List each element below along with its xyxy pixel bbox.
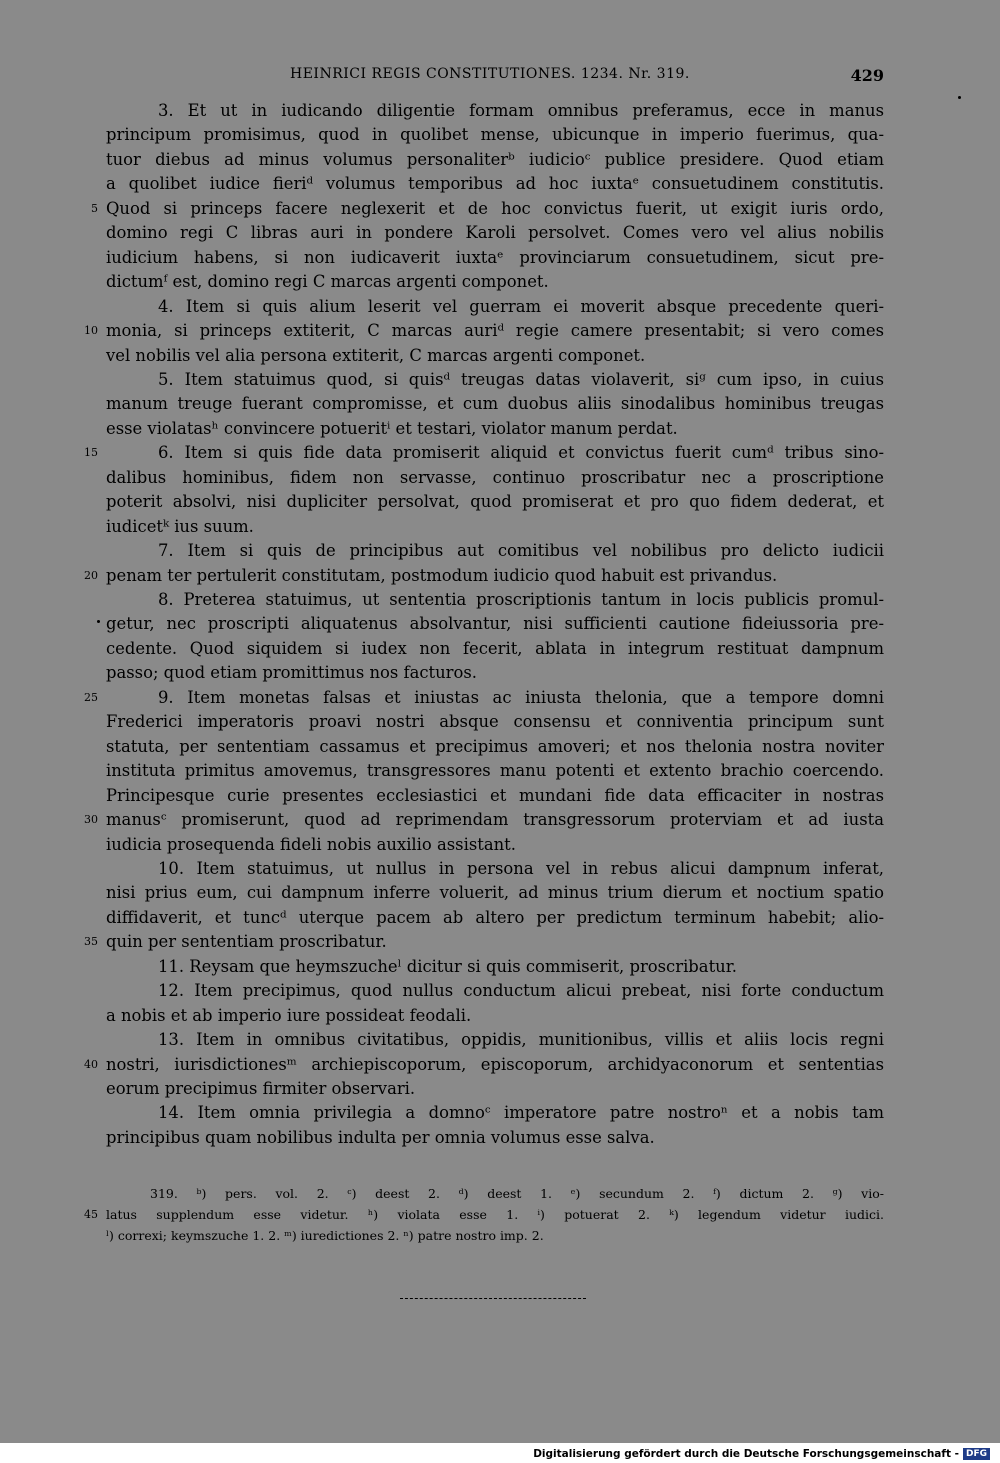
text-line: statuta, per sententiam cassamus et precipimus amoveri; et nos thelonia nostra noviter xyxy=(106,737,884,756)
footnote-line: latus supplendum esse videtur. ʰ) violata esse 1. ⁱ) potuerat 2. ᵏ) legendum videtur iudici. xyxy=(106,1207,884,1222)
text-line: 5. Item statuimus quod, si quisᵈ treugas datas violaverit, siᵍ cum ipso, in cuius xyxy=(158,370,884,389)
text-line: instituta primitus amovemus, transgressores manu potenti et extento brachio coercendo. xyxy=(106,761,884,780)
line-number: 10 xyxy=(84,324,98,337)
text-line: Quod si princeps facere neglexerit et de hoc convictus fuerit, ut exigit iuris ordo, xyxy=(106,199,884,218)
text-line: iudicium habens, si non iudicaverit iuxtaᵉ provinciarum consuetudinem, sicut pre- xyxy=(106,248,884,267)
text-line: 10. Item statuimus, ut nullus in persona vel in rebus alicui dampnum inferat, xyxy=(158,859,884,878)
text-line: esse violatasʰ convincere potueritⁱ et testari, violator manum perdat. xyxy=(106,419,678,438)
text-line: 8. Preterea statuimus, ut sententia proscriptionis tantum in locis publicis promul- xyxy=(158,590,884,609)
text-line: monia, si princeps extiterit, C marcas auriᵈ regie camere presentabit; si vero comes xyxy=(106,321,884,340)
text-line: iudicetᵏ ius suum. xyxy=(106,517,254,536)
footnote-line: ˡ) correxi; keymszuche 1. 2. ᵐ) iuredictiones 2. ⁿ) patre nostro imp. 2. xyxy=(106,1228,544,1243)
text-line: principum promisimus, quod in quolibet mense, ubicunque in imperio fuerimus, qua- xyxy=(106,125,884,144)
text-line: 4. Item si quis alium leserit vel guerram ei moverit absque precedente queri- xyxy=(158,297,884,316)
line-number: 5 xyxy=(91,202,98,215)
text-line: quin per sententiam proscribatur. xyxy=(106,932,387,951)
running-head xyxy=(0,66,1000,86)
text-line: nostri, iurisdictionesᵐ archiepiscoporum, episcoporum, archidyaconorum et sententias xyxy=(106,1055,884,1074)
line-number: 45 xyxy=(84,1208,98,1221)
text-line: Principesque curie presentes ecclesiastici et mundani fide data efficaciter in nostras xyxy=(106,786,884,805)
dfg-logo: DFG xyxy=(963,1448,990,1460)
page-number: 429 xyxy=(850,66,884,85)
text-line: nisi prius eum, cui dampnum inferre voluerit, ad minus trium dierum et noctium spatio xyxy=(106,883,884,902)
text-line: domino regi C libras auri in pondere Karoli persolvet. Comes vero vel alius nobilis xyxy=(106,223,884,242)
line-number: 20 xyxy=(84,569,98,582)
line-number: 30 xyxy=(84,813,98,826)
text-line: 12. Item precipimus, quod nullus conductum alicui prebeat, nisi forte conductum xyxy=(158,981,884,1000)
credit-text: Digitalisierung gefördert durch die Deutsche Forschungsgemeinschaft - xyxy=(533,1448,959,1460)
end-rule xyxy=(400,1298,586,1299)
line-number: 25 xyxy=(84,691,98,704)
text-line: poterit absolvi, nisi dupliciter persolvat, quod promiserat et pro quo fidem dederat, et xyxy=(106,492,884,511)
text-line: penam ter pertulerit constitutam, postmodum iudicio quod habuit est privandus. xyxy=(106,566,778,585)
speck-mark xyxy=(958,96,961,99)
text-line: cedente. Quod siquidem si iudex non fecerit, ablata in integrum restituat dampnum xyxy=(106,639,884,658)
text-line: 11. Reysam que heymszucheˡ dicitur si quis commiserit, proscribatur. xyxy=(158,957,737,976)
text-line: principibus quam nobilibus indulta per omnia volumus esse salva. xyxy=(106,1128,655,1147)
text-line: 3. Et ut in iudicando diligentie formam omnibus preferamus, ecce in manus xyxy=(158,101,884,120)
text-line: 7. Item si quis de principibus aut comitibus vel nobilibus pro delicto iudicii xyxy=(158,541,884,560)
digitization-credit xyxy=(533,1447,990,1461)
text-line: passo; quod etiam promittimus nos facturos. xyxy=(106,663,478,682)
line-number: 15 xyxy=(84,446,98,459)
text-line: diffidaverit, et tuncᵈ uterque pacem ab altero per predictum terminum habebit; alio- xyxy=(106,908,884,927)
text-line: a quolibet iudice fieriᵈ volumus temporibus ad hoc iuxtaᵉ consuetudinem constitutis. xyxy=(106,174,884,193)
text-line: 9. Item monetas falsas et iniustas ac iniusta thelonia, que a tempore domni xyxy=(158,688,884,707)
speck-mark xyxy=(97,620,100,623)
line-number: 40 xyxy=(84,1058,98,1071)
text-line: 14. Item omnia privilegia a domnoᶜ imperatore patre nostroⁿ et a nobis tam xyxy=(158,1103,884,1122)
running-title: HEINRICI REGIS CONSTITUTIONES. 1234. Nr. 319. xyxy=(290,66,690,82)
text-line: dalibus hominibus, fidem non servasse, continuo proscribatur nec a proscriptione xyxy=(106,468,884,487)
text-line: 13. Item in omnibus civitatibus, oppidis, munitionibus, villis et aliis locis regni xyxy=(158,1030,884,1049)
text-line: getur, nec proscripti aliquatenus absolvantur, nisi sufficienti cautione fideiussoria pre- xyxy=(106,614,884,633)
text-line: Frederici imperatoris proavi nostri absque consensu et conniventia principum sunt xyxy=(106,712,884,731)
text-line: manum treuge fuerant compromisse, et cum duobus aliis sinodalibus hominibus treugas xyxy=(106,394,884,413)
text-line: 6. Item si quis fide data promiserit aliquid et convictus fuerit cumᵈ tribus sino- xyxy=(158,443,884,462)
text-line: manusᶜ promiserunt, quod ad reprimendam transgressorum proterviam et ad iusta xyxy=(106,810,884,829)
text-line: eorum precipimus firmiter observari. xyxy=(106,1079,416,1098)
text-line: iudicia prosequenda fideli nobis auxilio assistant. xyxy=(106,835,516,854)
line-number: 35 xyxy=(84,935,98,948)
footnote-line: 319. ᵇ) pers. vol. 2. ᶜ) deest 2. ᵈ) deest 1. ᵉ) secundum 2. ᶠ) dictum 2. ᵍ) vio- xyxy=(150,1186,884,1201)
text-line: dictumᶠ est, domino regi C marcas argenti componet. xyxy=(106,272,549,291)
text-line: tuor diebus ad minus volumus personaliterᵇ iudicioᶜ publice presidere. Quod etiam xyxy=(106,150,884,169)
text-line: a nobis et ab imperio iure possideat feodali. xyxy=(106,1006,472,1025)
text-line: vel nobilis vel alia persona extiterit, C marcas argenti componet. xyxy=(106,346,646,365)
